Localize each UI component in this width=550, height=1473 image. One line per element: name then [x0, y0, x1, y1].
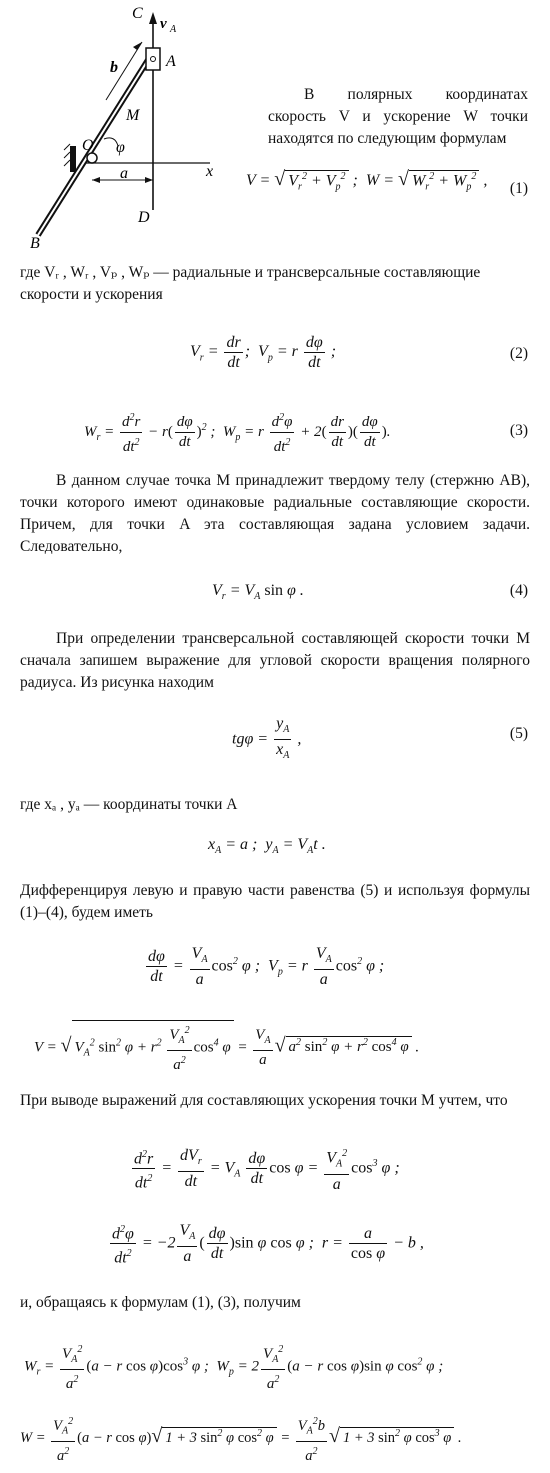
acceleration-paragraph: При выводе выражений для составляющих ускорения точки M учтем, что [20, 1092, 508, 1109]
label-d: D [138, 209, 150, 226]
equation-1: V = √ $V_r^2 + V_p^2$ ; W = √ $W_r^2 + W_p^2$ , [246, 168, 488, 193]
coordinates-equation: $x_A = a$ ; $y_A = V_At$ . [208, 836, 326, 857]
equation-number-5: (5) [509, 725, 528, 742]
label-phi: φ [116, 139, 125, 156]
label-x: x [206, 163, 214, 180]
equation-number-1: (1) [509, 180, 528, 197]
mechanism-figure [20, 0, 240, 252]
label-c: C [132, 5, 143, 22]
acceleration-components-equation: $W_r$ = $\frac{V_A^2}{a^2}$ (a − r $\cos \varphi)\cos^3$ φ ; $W_p = 2$ $\frac{V_A^2}{a^2}$ (a − r cos φ)sin φ $\cos^2 \varphi$ ; [24, 1344, 444, 1392]
label-a-dim: a [120, 165, 128, 182]
label-o: O [82, 137, 94, 154]
result-intro-paragraph: и, обращаясь к формулам (1), (3), получим [20, 1294, 301, 1311]
label-va-sub: A [170, 24, 177, 35]
case-paragraph: В данном случае точка M принадлежит твердому телу (стержню AB), точки которого имеют одинаковые радиальные составляющие скорости. Причем, для точки A эта составляющая задана условием задачи. Следовательно, [20, 472, 530, 555]
label-b-end: B [30, 235, 40, 252]
velocity-magnitude-equation: V = √ $V_A^2$ $\sin^2 \varphi + r^2$ $\frac{V_A^2}{a^2}$ $\cos^4 \varphi$ = $\frac{V_A}{a}$ √ $a^2$ $\sin^2 \varphi + r^2$ $\cos^4 \varphi$ . [34, 1020, 419, 1075]
angular-acceleration-equation: $\frac{d^2\varphi}{dt^2}$ = −2 $\frac{V_A}{a}$ ( $\frac{d\varphi}{dt}$ )sin φ cos φ ; r = $\frac{a}{\text{cos φ}}$ − b , [112, 1222, 424, 1267]
define-paragraph: При определении трансверсальной составляющей скорости точки M сначала запишем выражение для угловой скорости вращения полярного радиуса. Из рисунка находим [20, 630, 530, 691]
equation-2: $V_r$ = $\frac{dr}{dt}$ ; $V_p = r$ $\frac{d\varphi}{dt}$ ; [190, 334, 337, 371]
equation-4: $V_r = V_A$ sin φ . [212, 582, 304, 603]
equation-number-4: (4) [509, 582, 528, 599]
label-m: M [126, 107, 140, 124]
label-va: v [160, 16, 167, 32]
equation-number-2: (2) [509, 345, 528, 362]
acceleration-magnitude-equation: W = $\frac{V_A^2}{a^2}$ (a − r cos φ)√ 1 + 3 $\sin^2 \varphi$ $\cos^2 \varphi$ = $\frac{V_A^2b}{a^2}$ √ 1 + 3 $\sin^2 \varphi$ $\cos^3 \varphi$ . [20, 1416, 462, 1464]
equation-number-3: (3) [509, 422, 528, 439]
equation-5: tgφ = $\frac{y_A}{x_A}$ , [232, 714, 301, 765]
equation-3: $W_r$ = $\frac{d^2r}{dt^2}$ − r( $\frac{d\varphi}{dt}$ )$^2$ ; $W_p = r$ $\frac{d^2\varphi}{dt^2}$ + 2( $\frac{dr}{dt}$ )( $\frac{d\varphi}{dt}$ ). [84, 412, 391, 455]
definitions-paragraph: где Vᵣ , Wᵣ , Vₚ , Wₚ — радиальные и трансверсальные составляющие скорости и ускорения [20, 264, 481, 303]
label-a-point: A [166, 53, 176, 70]
radial-velocity-derivative-equation: $\frac{d^2r}{dt^2}$ = $\frac{dV_r}{dt}$ = $V_A$ $\frac{d\varphi}{dt}$ cos φ = $\frac{V_A^2}{a}$ $\cos^3 \varphi$ ; [134, 1147, 400, 1193]
rod-diagram [20, 0, 240, 252]
intro-paragraph: В полярных координатах скорость V и ускорение W точки находятся по следующим формулам [268, 86, 528, 147]
angular-velocity-equation: $\frac{d\varphi}{dt}$ = $\frac{V_A}{a}$ $\cos^2 \varphi$ ; $V_p = r$ $\frac{V_A}{a}$ $\cos^2 \varphi$ ; [148, 945, 385, 989]
label-b: b [110, 59, 118, 76]
coordinates-note: где xₐ , yₐ — координаты точки A [20, 796, 238, 813]
differentiate-paragraph: Дифференцируя левую и правую части равенства (5) и используя формулы (1)–(4), будем иметь [20, 882, 530, 921]
